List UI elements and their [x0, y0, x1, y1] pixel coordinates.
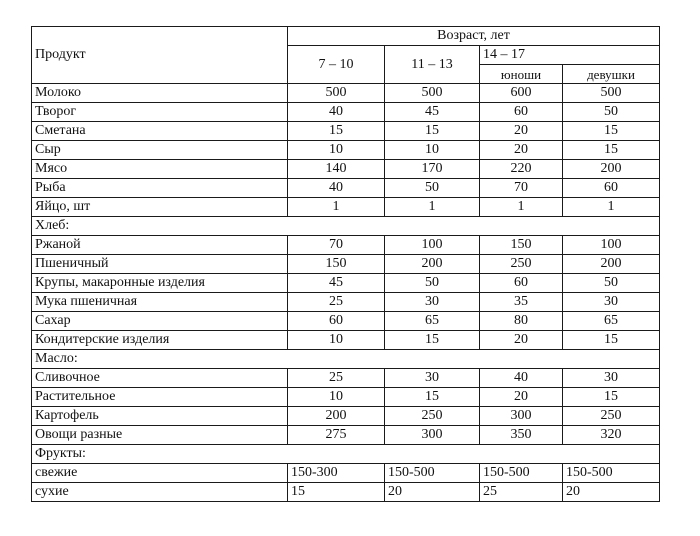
value-cell: 150-500: [480, 464, 563, 483]
value-cell: 275: [288, 426, 385, 445]
value-cell: 20: [480, 141, 563, 160]
value-cell: 200: [288, 407, 385, 426]
group-header-row: [32, 350, 660, 369]
value-cell: 25: [480, 483, 563, 502]
product-name: свежие: [32, 464, 288, 483]
value-cell: 1: [563, 198, 660, 217]
product-name: Сахар: [32, 312, 288, 331]
value-cell: 60: [480, 274, 563, 293]
value-cell: 10: [288, 141, 385, 160]
value-cell: 1: [480, 198, 563, 217]
table-row: [32, 236, 660, 255]
table-row: [32, 84, 660, 103]
value-cell: 40: [288, 179, 385, 198]
value-cell: 600: [480, 84, 563, 103]
value-cell: 500: [563, 84, 660, 103]
value-cell: 15: [563, 122, 660, 141]
value-cell: 300: [385, 426, 480, 445]
value-cell: 200: [385, 255, 480, 274]
value-cell: 15: [288, 122, 385, 141]
value-cell: 1: [288, 198, 385, 217]
value-cell: 20: [480, 122, 563, 141]
table-row: [32, 103, 660, 122]
value-cell: 65: [385, 312, 480, 331]
value-cell: 20: [563, 483, 660, 502]
table-row: [32, 388, 660, 407]
value-cell: 45: [385, 103, 480, 122]
value-cell: 250: [563, 407, 660, 426]
value-cell: 500: [385, 84, 480, 103]
value-cell: 1: [385, 198, 480, 217]
table-row: [32, 312, 660, 331]
value-cell: 10: [385, 141, 480, 160]
value-cell: 65: [563, 312, 660, 331]
value-cell: 150-300: [288, 464, 385, 483]
fruits-group-label: Фрукты:: [32, 445, 660, 464]
value-cell: 30: [563, 293, 660, 312]
value-cell: 140: [288, 160, 385, 179]
product-name: Пшеничный: [32, 255, 288, 274]
value-cell: 50: [385, 274, 480, 293]
product-name: Ржаной: [32, 236, 288, 255]
age-group-header: 11 – 13: [385, 46, 480, 84]
product-name: Овощи разные: [32, 426, 288, 445]
value-cell: 60: [288, 312, 385, 331]
value-cell: 30: [563, 369, 660, 388]
value-cell: 150-500: [563, 464, 660, 483]
value-cell: 15: [563, 141, 660, 160]
value-cell: 15: [563, 388, 660, 407]
product-name: Творог: [32, 103, 288, 122]
value-cell: 15: [385, 388, 480, 407]
value-cell: 50: [563, 274, 660, 293]
butter-group-label: Масло:: [32, 350, 660, 369]
product-name: Мука пшеничная: [32, 293, 288, 312]
value-cell: 350: [480, 426, 563, 445]
value-cell: 35: [480, 293, 563, 312]
value-cell: 220: [480, 160, 563, 179]
product-name: Молоко: [32, 84, 288, 103]
product-column-header: Продукт: [32, 27, 288, 84]
table-row: [32, 198, 660, 217]
value-cell: 100: [385, 236, 480, 255]
value-cell: 250: [480, 255, 563, 274]
table-row: [32, 122, 660, 141]
value-cell: 170: [385, 160, 480, 179]
value-cell: 250: [385, 407, 480, 426]
header-row-1: [32, 27, 660, 46]
value-cell: 40: [480, 369, 563, 388]
value-cell: 50: [385, 179, 480, 198]
value-cell: 60: [480, 103, 563, 122]
table-row: [32, 255, 660, 274]
value-cell: 25: [288, 369, 385, 388]
product-name: Крупы, макаронные изделия: [32, 274, 288, 293]
table-row: [32, 464, 660, 483]
product-name: Растительное: [32, 388, 288, 407]
girls-subheader: девушки: [563, 65, 660, 84]
product-name: сухие: [32, 483, 288, 502]
value-cell: 60: [563, 179, 660, 198]
table-row: [32, 369, 660, 388]
value-cell: 150: [288, 255, 385, 274]
value-cell: 10: [288, 388, 385, 407]
table-row: [32, 483, 660, 502]
value-cell: 150: [480, 236, 563, 255]
product-name: Сливочное: [32, 369, 288, 388]
value-cell: 200: [563, 160, 660, 179]
value-cell: 15: [385, 122, 480, 141]
value-cell: 320: [563, 426, 660, 445]
table-row: [32, 160, 660, 179]
boys-subheader: юноши: [480, 65, 563, 84]
age-group-header: 7 – 10: [288, 46, 385, 84]
value-cell: 80: [480, 312, 563, 331]
bread-group-label: Хлеб:: [32, 217, 660, 236]
value-cell: 30: [385, 293, 480, 312]
value-cell: 30: [385, 369, 480, 388]
value-cell: 200: [563, 255, 660, 274]
table-row: [32, 331, 660, 350]
table-row: [32, 407, 660, 426]
age-column-header: Возраст, лет: [288, 27, 660, 46]
value-cell: 40: [288, 103, 385, 122]
group-header-row: [32, 217, 660, 236]
age-group-header: 14 – 17: [480, 46, 660, 65]
value-cell: 50: [563, 103, 660, 122]
product-name: Мясо: [32, 160, 288, 179]
value-cell: 70: [288, 236, 385, 255]
table-row: [32, 274, 660, 293]
group-header-row: [32, 445, 660, 464]
product-name: Рыба: [32, 179, 288, 198]
table-row: [32, 179, 660, 198]
table-row: [32, 426, 660, 445]
value-cell: 25: [288, 293, 385, 312]
value-cell: 15: [385, 331, 480, 350]
product-name: Яйцо, шт: [32, 198, 288, 217]
value-cell: 300: [480, 407, 563, 426]
value-cell: 150-500: [385, 464, 480, 483]
table-row: [32, 293, 660, 312]
product-name: Сыр: [32, 141, 288, 160]
product-name: Сметана: [32, 122, 288, 141]
value-cell: 70: [480, 179, 563, 198]
value-cell: 10: [288, 331, 385, 350]
nutrition-table: [31, 26, 660, 502]
table-container: [31, 26, 660, 502]
value-cell: 20: [480, 331, 563, 350]
value-cell: 100: [563, 236, 660, 255]
value-cell: 15: [288, 483, 385, 502]
table-row: [32, 141, 660, 160]
value-cell: 20: [480, 388, 563, 407]
value-cell: 15: [563, 331, 660, 350]
value-cell: 45: [288, 274, 385, 293]
product-name: Картофель: [32, 407, 288, 426]
value-cell: 20: [385, 483, 480, 502]
product-name: Кондитерские изделия: [32, 331, 288, 350]
value-cell: 500: [288, 84, 385, 103]
